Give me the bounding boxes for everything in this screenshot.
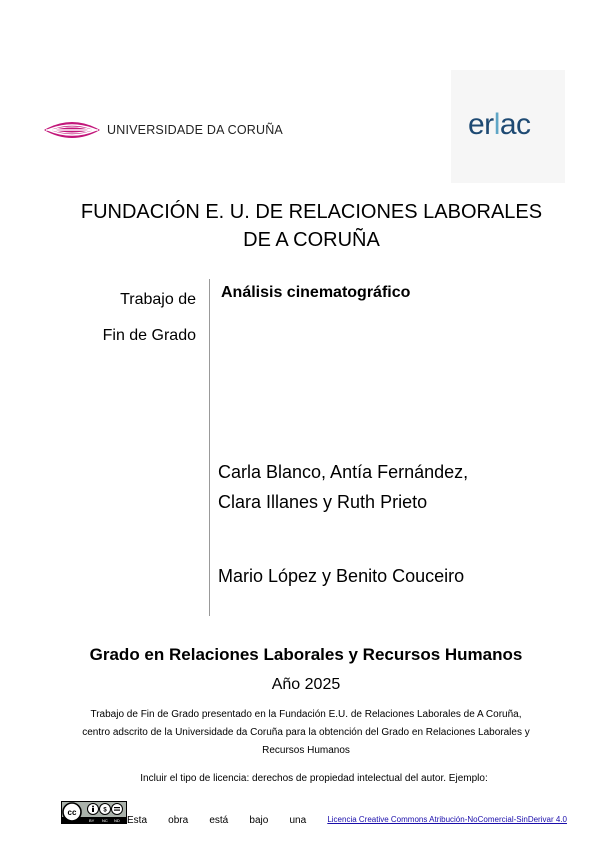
title-line1: FUNDACIÓN E. U. DE RELACIONES LABORALES <box>80 201 543 223</box>
license-statement <box>127 815 567 826</box>
license-word: una <box>289 815 307 826</box>
license-link[interactable]: Licencia Creative Commons Atribución-NoComercial-SinDerivar 4.0 <box>327 815 567 824</box>
presentation-statement <box>50 706 562 760</box>
license-word: Esta <box>127 815 148 826</box>
tfg-label-line2: Fin de Grado <box>102 327 196 344</box>
title-line2: DE A CORUÑA <box>243 229 380 251</box>
svg-text:ND: ND <box>114 818 120 823</box>
svg-text:$: $ <box>103 807 107 814</box>
authors <box>218 457 468 517</box>
degree-name: Grado en Relaciones Laborales y Recursos Humanos <box>89 645 523 664</box>
presentation-line2: centro adscrito de la Universidade da Coruña para la obtención del Grado en Relaciones Laborales y <box>82 727 530 738</box>
erlac-logo <box>451 70 565 183</box>
tfg-label-line1: Trabajo de <box>120 291 196 308</box>
svg-text:NC: NC <box>102 818 108 823</box>
presentation-line1: Trabajo de Fin de Grado presentado en la Fundación E.U. de Relaciones Laborales de A Coruña, <box>90 709 522 720</box>
vertical-divider <box>209 279 210 616</box>
erlac-wordmark: erlac <box>468 108 531 141</box>
license-note: Incluir el tipo de licencia: derechos de propiedad intelectual del autor. Ejemplo: <box>140 773 488 784</box>
institution-title <box>0 198 599 254</box>
year: Año 2025 <box>271 676 341 693</box>
license-word: está <box>209 815 229 826</box>
tutors: Mario López y Benito Couceiro <box>218 566 465 586</box>
cc-by-nc-nd-icon <box>61 801 127 824</box>
svg-text:cc: cc <box>67 808 77 817</box>
udc-emblem-icon <box>42 116 102 144</box>
license-word: obra <box>168 815 189 826</box>
license-word: bajo <box>249 815 269 826</box>
svg-text:BY: BY <box>89 818 95 823</box>
udc-logo <box>42 116 283 144</box>
authors-line2: Clara Illanes y Ruth Prieto <box>218 492 428 512</box>
authors-line1: Carla Blanco, Antía Fernández, <box>218 462 469 482</box>
presentation-line3: Recursos Humanos <box>262 745 350 756</box>
tfg-label <box>85 282 196 354</box>
university-name: UNIVERSIDADE DA CORUÑA <box>107 123 283 137</box>
erlac-text: er <box>468 108 494 141</box>
thesis-subject: Análisis cinematográfico <box>221 284 411 301</box>
